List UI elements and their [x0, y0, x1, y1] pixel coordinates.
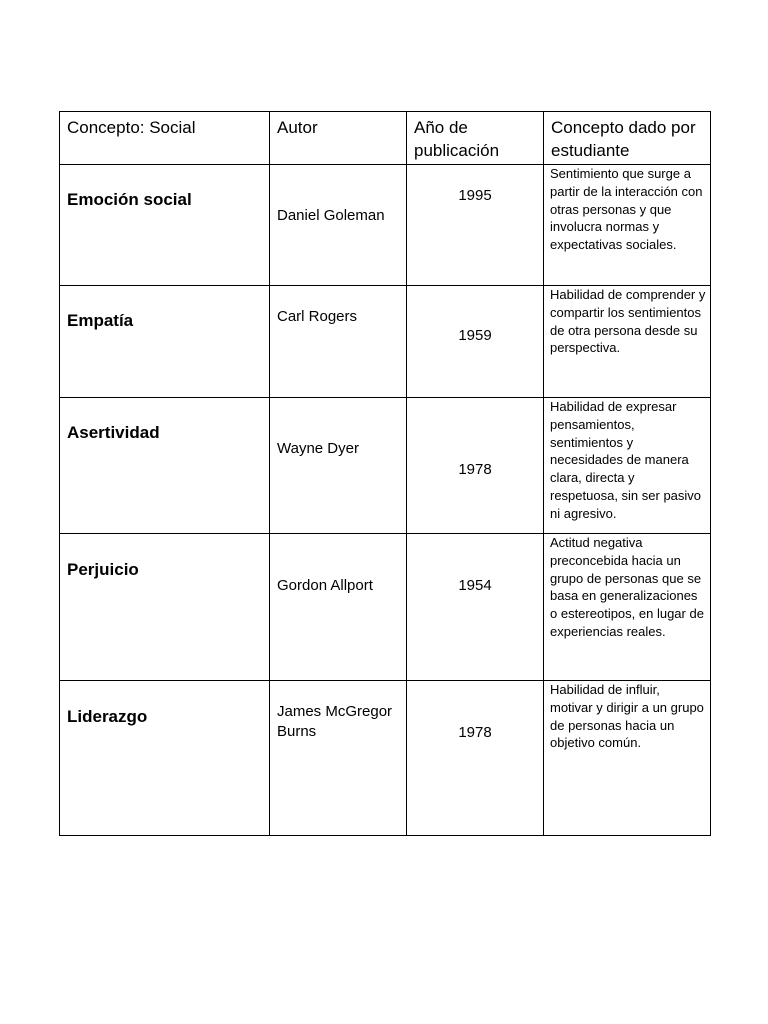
student-definition: Sentimiento que surge a partir de la interacción con otras personas y que involucra normas y expectativas sociales. [550, 166, 703, 253]
concepts-table [59, 111, 711, 836]
definition-cell [544, 534, 711, 681]
author-cell [270, 398, 407, 534]
concept-term: Asertividad [67, 423, 160, 442]
student-definition: Habilidad de expresar pensamientos, sentimientos y necesidades de manera clara, directa y respetuosa, sin ser pasivo ni agresivo. [550, 399, 702, 521]
year-cell [407, 534, 544, 681]
table-row [60, 681, 711, 836]
table-row [60, 398, 711, 534]
concept-term: Empatía [67, 311, 134, 330]
publication-year: 1959 [458, 327, 492, 344]
concept-cell [60, 165, 270, 286]
author-cell [270, 286, 407, 398]
concept-cell [60, 398, 270, 534]
table-row [60, 165, 711, 286]
year-cell [407, 398, 544, 534]
concept-term: Perjuicio [67, 560, 139, 579]
concept-cell [60, 681, 270, 836]
year-cell [407, 681, 544, 836]
publication-year: 1978 [458, 461, 492, 478]
year-cell [407, 286, 544, 398]
author-name: Gordon Allport [277, 577, 373, 594]
student-definition: Habilidad de comprender y compartir los sentimientos de otra persona desde su perspectiva. [550, 287, 706, 356]
definition-cell [544, 681, 711, 836]
table-row [60, 534, 711, 681]
concept-term: Emoción social [67, 190, 192, 209]
author-cell [270, 681, 407, 836]
author-name: James McGregor Burns [277, 703, 393, 740]
author-cell [270, 534, 407, 681]
publication-year: 1978 [458, 724, 492, 741]
concept-term: Liderazgo [67, 707, 148, 726]
author-name: Daniel Goleman [277, 207, 385, 224]
definition-cell [544, 286, 711, 398]
header-definition: Concepto dado por estudiante [544, 112, 711, 165]
student-definition: Habilidad de influir, motivar y dirigir a un grupo de personas hacia un objetivo común. [550, 682, 704, 751]
publication-year: 1995 [458, 187, 492, 204]
table-row [60, 286, 711, 398]
header-concept: Concepto: Social [60, 112, 270, 165]
publication-year: 1954 [458, 577, 492, 594]
definition-cell [544, 165, 711, 286]
student-definition: Actitud negativa preconcebida hacia un grupo de personas que se basa en generalizaciones o estereotipos, en lugar de experiencias reales. [550, 535, 704, 639]
concept-cell [60, 286, 270, 398]
header-author: Autor [270, 112, 407, 165]
author-name: Carl Rogers [277, 308, 358, 325]
author-name: Wayne Dyer [277, 440, 359, 457]
author-cell [270, 165, 407, 286]
year-cell [407, 165, 544, 286]
header-year: Año de publicación [407, 112, 544, 165]
definition-cell [544, 398, 711, 534]
table-header-row [60, 112, 711, 165]
concept-cell [60, 534, 270, 681]
